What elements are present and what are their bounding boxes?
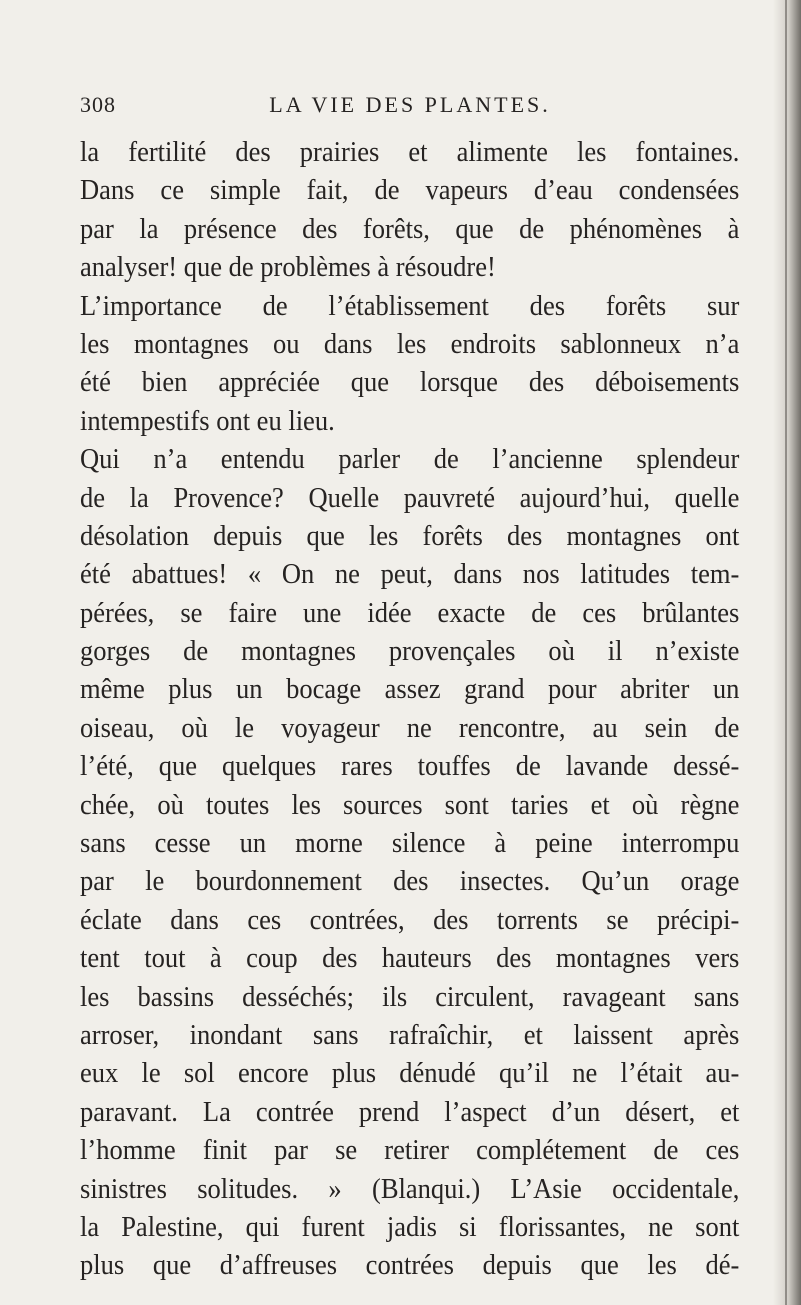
running-head: LA VIE DES PLANTES. [269,92,551,117]
text-line: sinistres solitudes. » (Blanqui.) L’Asie occidentale, [80,1173,740,1205]
text-line: par la présence des forêts, que de phénomènes à [80,213,740,245]
text-line: désolation depuis que les forêts des montagnes ont [80,520,740,552]
text-line: Dans ce simple fait, de vapeurs d’eau condensées [80,175,740,207]
text-line: les montagnes ou dans les endroits sablonneux n’a [80,328,740,360]
text-line: l’été, que quelques rares touffes de lavande dessé- [80,751,740,783]
page-header [80,92,740,124]
page-edge-line [785,0,787,1305]
text-line: les bassins desséchés; ils circulent, ravageant sans [80,981,740,1013]
text-line: oiseau, où le voyageur ne rencontre, au sein de [80,712,740,744]
text-line: été abattues! « On ne peut, dans nos latitudes tem- [80,559,740,591]
text-line: la Palestine, qui furent jadis si florissantes, ne sont [80,1211,740,1243]
page-gutter-shadow [773,0,801,1305]
text-line: par le bourdonnement des insectes. Qu’un orage [80,866,740,898]
page-number: 308 [80,92,116,117]
text-line: été bien appréciée que lorsque des déboisements [80,367,740,399]
text-line: éclate dans ces contrées, des torrents se précipi- [80,904,740,936]
text-line: intempestifs ont eu lieu. [80,405,335,437]
text-line: eux le sol encore plus dénudé qu’il ne l’était au- [80,1058,740,1090]
text-line: Qui n’a entendu parler de l’ancienne splendeur [80,444,740,476]
text-line: même plus un bocage assez grand pour abriter un [80,674,740,706]
text-line: arroser, inondant sans rafraîchir, et laissent après [80,1019,740,1051]
text-line: l’homme finit par se retirer complétement de ces [80,1135,740,1167]
text-line: plus que d’affreuses contrées depuis que les dé- [80,1250,740,1282]
text-line: de la Provence? Quelle pauvreté aujourd’hui, quelle [80,482,740,514]
text-line: pérées, se faire une idée exacte de ces brûlantes [80,597,740,629]
text-line: L’importance de l’établissement des forêts sur [80,290,740,322]
text-line: la fertilité des prairies et alimente les fontaines. [80,137,740,168]
text-line: sans cesse un morne silence à peine interrompu [80,828,740,860]
text-line: analyser! que de problèmes à résoudre! [80,252,496,284]
text-line: paravant. La contrée prend l’aspect d’un désert, et [80,1096,740,1128]
text-line: gorges de montagnes provençales où il n’existe [80,636,740,668]
text-line: tent tout à coup des hauteurs des montagnes vers [80,943,740,975]
body-text [80,134,740,1286]
text-line: chée, où toutes les sources sont taries et où règne [80,789,740,821]
